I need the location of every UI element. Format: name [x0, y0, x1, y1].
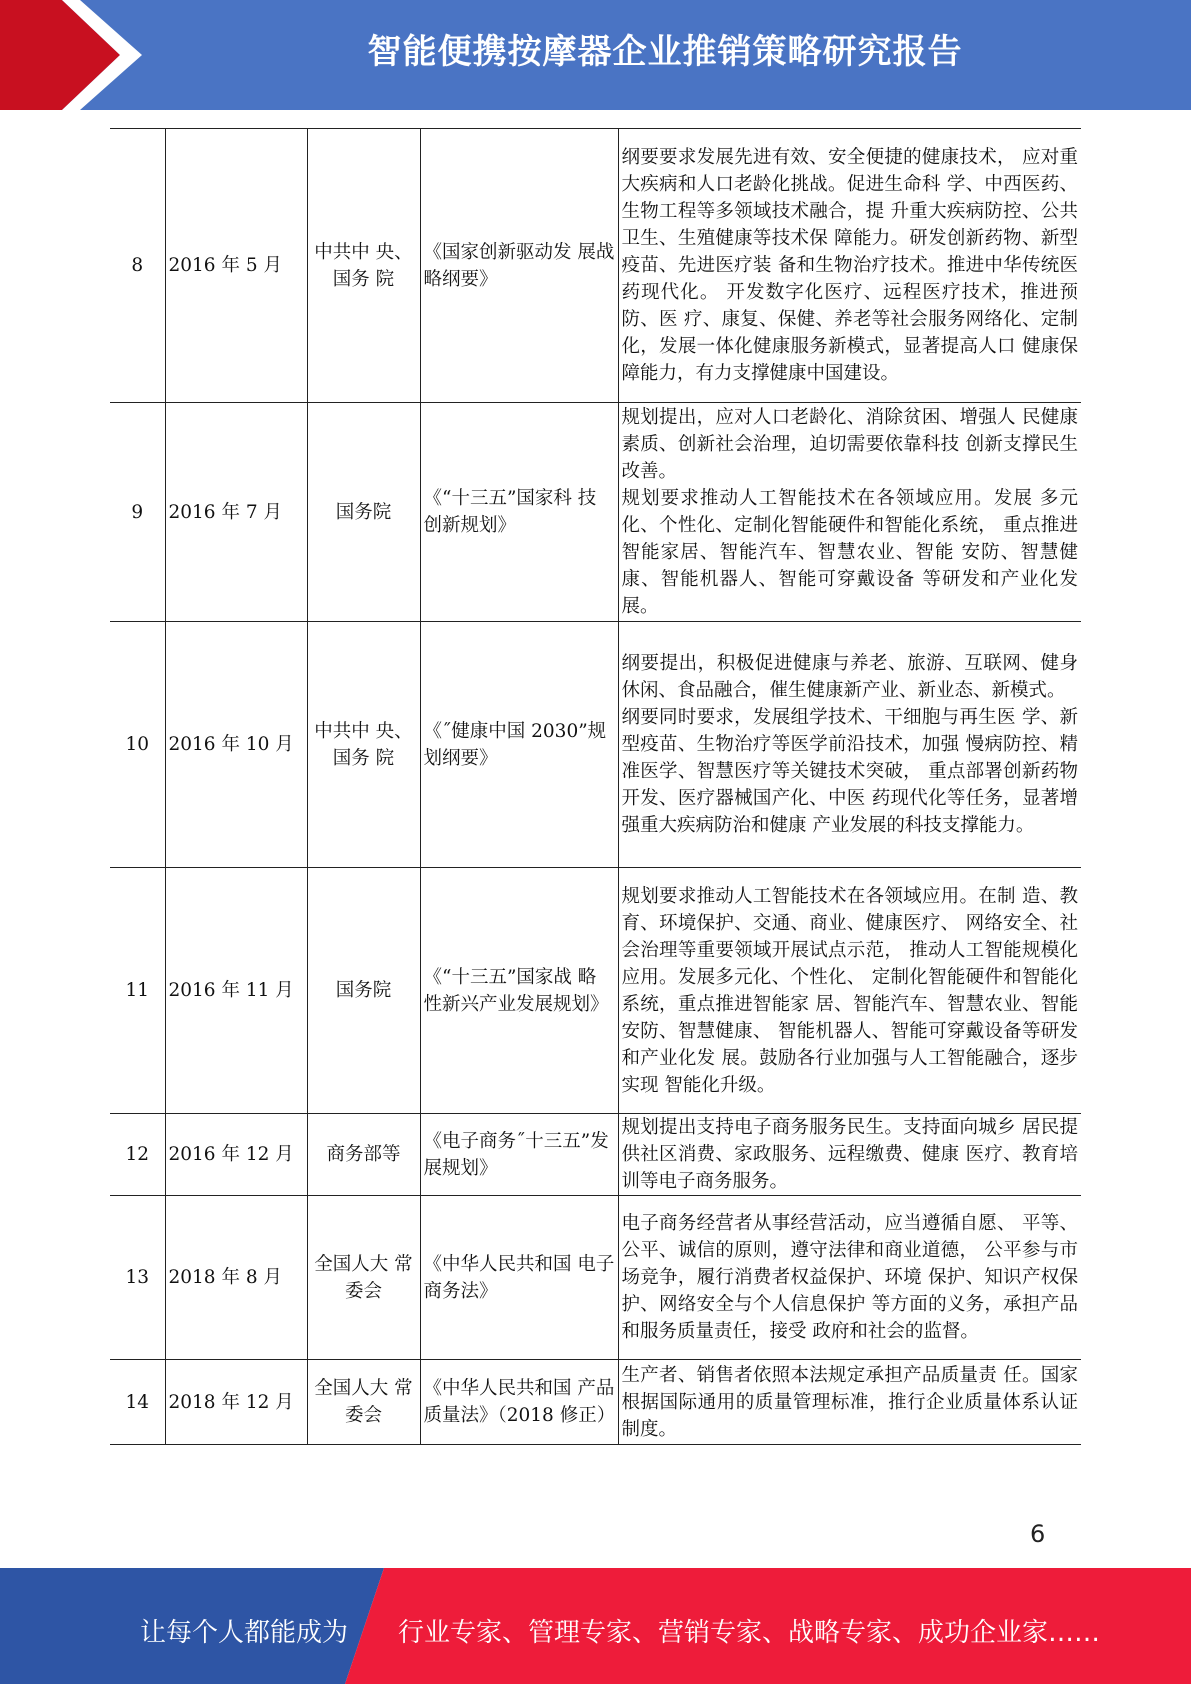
- row-number: 8: [110, 129, 165, 403]
- row-number: 9: [110, 403, 165, 622]
- row-number: 11: [110, 868, 165, 1114]
- row-date: 2016 年 5 月: [165, 129, 307, 403]
- row-issuer: 中共中 央、国务 院: [307, 129, 420, 403]
- row-number: 13: [110, 1196, 165, 1360]
- row-issuer: 全国人大 常委会: [307, 1196, 420, 1360]
- row-number: 14: [110, 1360, 165, 1445]
- row-document: 《电子商务˝十三五”发展规划》: [420, 1114, 618, 1196]
- row-number: 12: [110, 1114, 165, 1196]
- table-row: [110, 1196, 1081, 1360]
- row-document: 《“十三五”国家战 略性新兴产业发展规划》: [420, 868, 618, 1114]
- table-row: [110, 129, 1081, 403]
- table-row: [110, 1114, 1081, 1196]
- row-document: 《国家创新驱动发 展战略纲要》: [420, 129, 618, 403]
- page-header: [0, 0, 1191, 110]
- row-content: 规划提出，应对人口老龄化、消除贫困、增强人 民健康素质、创新社会治理，迫切需要依靠科技 创新支撑民生改善。 规划要求推动人工智能技术在各领域应用。发展 多元化、个性化、定制化智能硬件和智能化系统， 重点推进智能家居、智能汽车、智慧农业、智能 安防、智慧健康、智能机器人、智能可穿戴设备 等研发和产业化发展。: [618, 403, 1081, 622]
- header-chevron-icon: [0, 0, 160, 110]
- row-date: 2018 年 8 月: [165, 1196, 307, 1360]
- row-date: 2016 年 11 月: [165, 868, 307, 1114]
- table-row: [110, 403, 1081, 622]
- row-document: 《中华人民共和国 产品质量法》（2018 修正）: [420, 1360, 618, 1445]
- row-content: 规划提出支持电子商务服务民生。支持面向城乡 居民提供社区消费、家政服务、远程缴费、健康 医疗、教育培训等电子商务服务。: [618, 1114, 1081, 1196]
- row-date: 2018 年 12 月: [165, 1360, 307, 1445]
- row-content: 纲要提出，积极促进健康与养老、旅游、互联网、健身休闲、食品融合，催生健康新产业、新业态、新模式。 纲要同时要求，发展组学技术、干细胞与再生医 学、新型疫苗、生物治疗等医学前沿技术，加强 慢病防控、精准医学、智慧医疗等关键技术突破， 重点部署创新药物开发、医疗器械国产化、中医 药现代化等任务，显著增强重大疾病防治和健康 产业发展的科技支撑能力。: [618, 622, 1081, 868]
- page-footer: [0, 1568, 1191, 1684]
- row-issuer: 中共中 央、国务 院: [307, 622, 420, 868]
- row-document: 《“十三五”国家科 技创新规划》: [420, 403, 618, 622]
- row-issuer: 全国人大 常委会: [307, 1360, 420, 1445]
- row-content: 纲要要求发展先进有效、安全便捷的健康技术， 应对重大疾病和人口老龄化挑战。促进生命科 学、中西医药、生物工程等多领域技术融合，提 升重大疾病防控、公共卫生、生殖健康等技术保 障能力。研发创新药物、新型疫苗、先进医疗装 备和生物治疗技术。推进中华传统医药现代化。 开发数字化医疗、远程医疗技术，推进预防、医 疗、康复、保健、养老等社会服务网络化、定制 化，发展一体化健康服务新模式，显著提高人口 健康保障能力，有力支撑健康中国建设。: [618, 129, 1081, 403]
- row-content: 生产者、销售者依照本法规定承担产品质量责 任。国家根据国际通用的质量管理标准，推行企业质量体系认证制度。: [618, 1360, 1081, 1445]
- row-document: 《中华人民共和国 电子商务法》: [420, 1196, 618, 1360]
- row-content: 电子商务经营者从事经营活动，应当遵循自愿、 平等、公平、诚信的原则，遵守法律和商业道德， 公平参与市场竞争，履行消费者权益保护、环境 保护、知识产权保护、网络安全与个人信息保护 等方面的义务，承担产品和服务质量责任，接受 政府和社会的监督。: [618, 1196, 1081, 1360]
- row-date: 2016 年 10 月: [165, 622, 307, 868]
- page-number: 6: [1030, 1520, 1046, 1548]
- row-date: 2016 年 7 月: [165, 403, 307, 622]
- row-issuer: 商务部等: [307, 1114, 420, 1196]
- table-row: [110, 622, 1081, 868]
- row-issuer: 国务院: [307, 403, 420, 622]
- row-document: 《˝健康中国 2030”规划纲要》: [420, 622, 618, 868]
- policy-table-body: [110, 129, 1081, 1445]
- row-date: 2016 年 12 月: [165, 1114, 307, 1196]
- footer-slogan-left: 让每个人都能成为: [140, 1618, 349, 1648]
- row-issuer: 国务院: [307, 868, 420, 1114]
- policy-table: [110, 128, 1081, 1445]
- table-row: [110, 868, 1081, 1114]
- footer-slogan-right: 行业专家、管理专家、营销专家、战略专家、成功企业家……: [398, 1618, 1101, 1648]
- row-number: 10: [110, 622, 165, 868]
- report-title: 智能便携按摩器企业推销策略研究报告: [367, 32, 963, 72]
- row-content: 规划要求推动人工智能技术在各领域应用。在制 造、教育、环境保护、交通、商业、健康医疗、 网络安全、社会治理等重要领域开展试点示范， 推动人工智能规模化应用。发展多元化、个性化、 定制化智能硬件和智能化系统，重点推进智能家 居、智能汽车、智慧农业、智能安防、智慧健康、 智能机器人、智能可穿戴设备等研发和产业化发 展。鼓励各行业加强与人工智能融合，逐步实现 智能化升级。: [618, 868, 1081, 1114]
- table-row: [110, 1360, 1081, 1445]
